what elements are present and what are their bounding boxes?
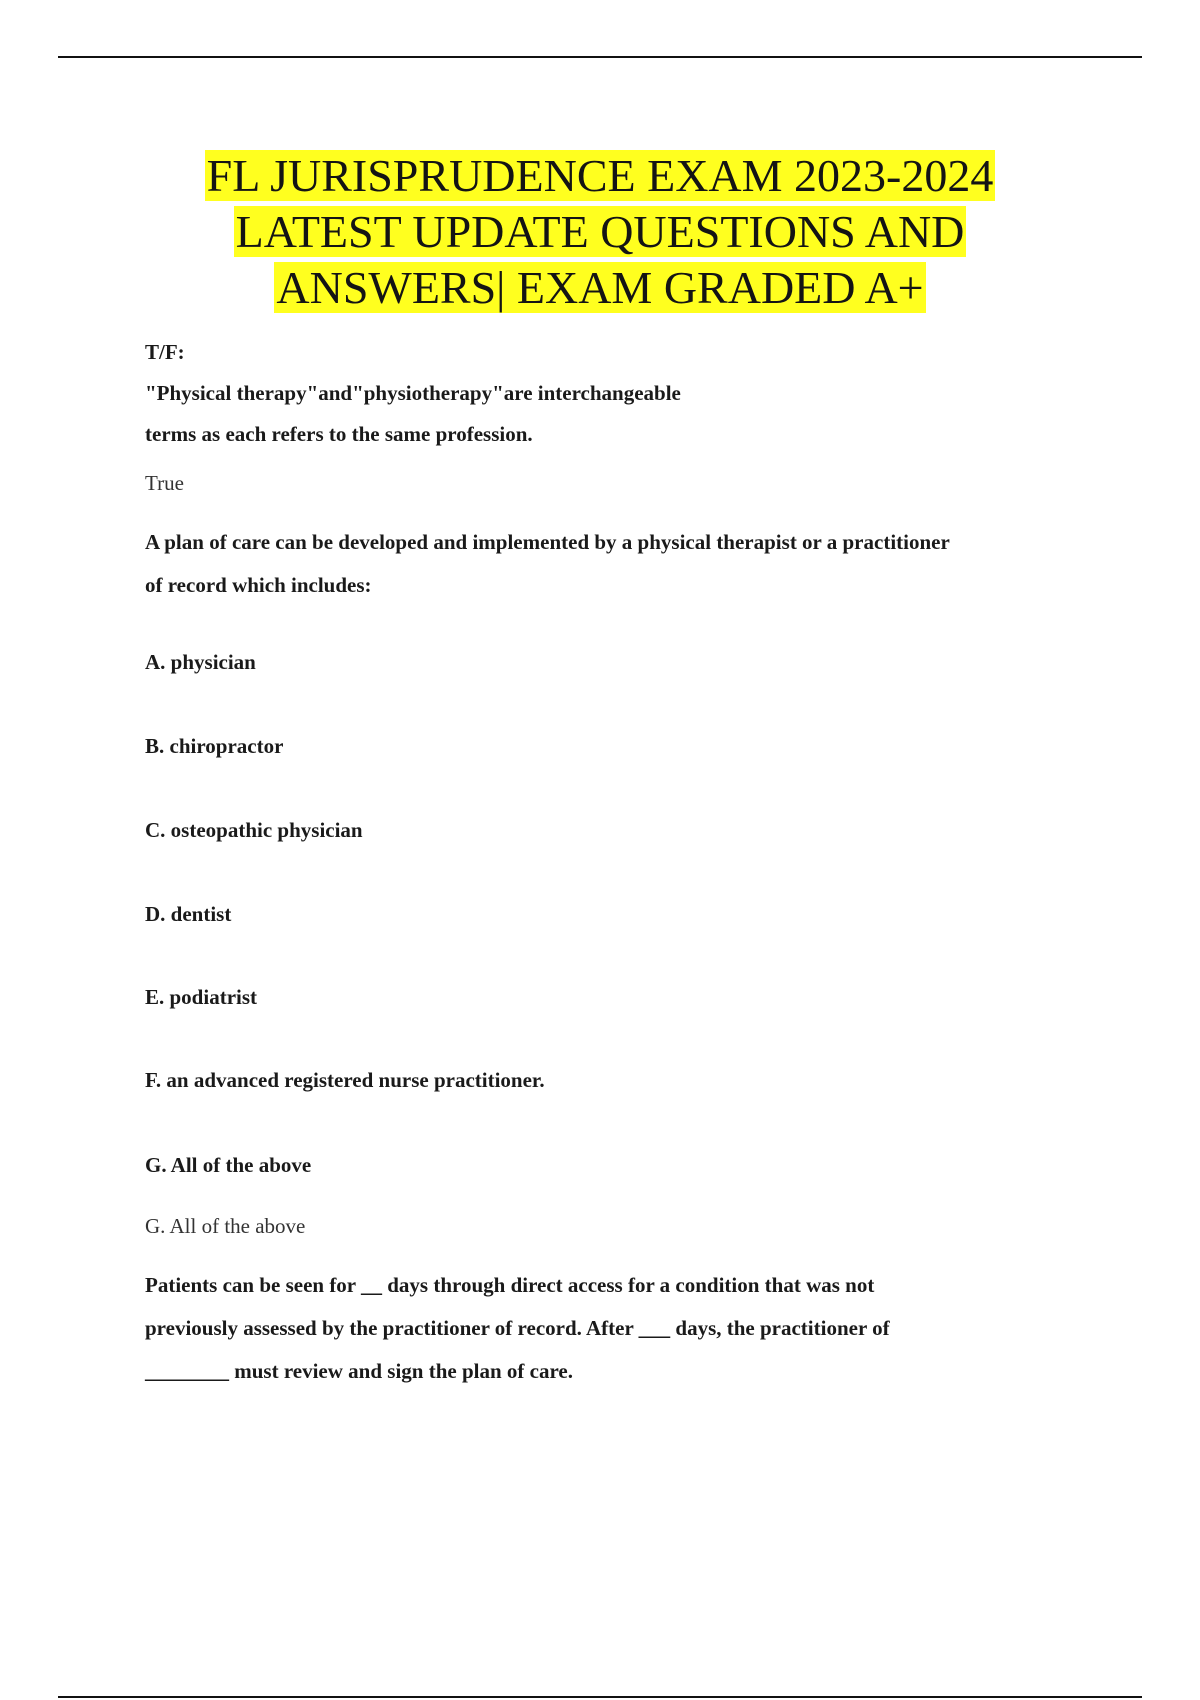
question-2 (145, 521, 1085, 607)
answer-2 (145, 1211, 1085, 1241)
question-1 (145, 332, 1085, 455)
question-2-line-1: A plan of care can be developed and implemented by a physical therapist or a practitioner (145, 530, 950, 554)
option-c: C. osteopathic physician (145, 818, 363, 842)
question-1-line-2: "Physical therapy"and"physiotherapy"are interchangeable (145, 381, 681, 405)
question-3-line-3: ________ must review and sign the plan of care. (145, 1359, 573, 1383)
question-3-line-2: previously assessed by the practitioner of record. After ___ days, the practitioner of (145, 1316, 890, 1340)
footer-rule (58, 1696, 1142, 1698)
option-f: F. an advanced registered nurse practitioner. (145, 1068, 545, 1092)
answer-2-text: G. All of the above (145, 1214, 306, 1238)
option-a: A. physician (145, 650, 256, 674)
question-3 (145, 1264, 1085, 1393)
document-title (0, 148, 1200, 316)
option-g: G. All of the above (145, 1153, 312, 1177)
answer-1 (145, 468, 1085, 498)
option-b: B. chiropractor (145, 734, 284, 758)
title-line-2: LATEST UPDATE QUESTIONS AND (235, 206, 965, 257)
option-e: E. podiatrist (145, 985, 258, 1009)
option-d: D. dentist (145, 902, 232, 926)
question-2-line-2: of record which includes: (145, 573, 372, 597)
question-1-line-1: T/F: (145, 340, 185, 364)
question-1-line-3: terms as each refers to the same profession. (145, 422, 533, 446)
question-3-line-1: Patients can be seen for __ days through direct access for a condition that was not (145, 1273, 875, 1297)
answer-1-text: True (145, 471, 184, 495)
title-line-1: FL JURISPRUDENCE EXAM 2023-2024 (206, 150, 994, 201)
header-rule (58, 56, 1142, 58)
title-line-3: ANSWERS| EXAM GRADED A+ (276, 262, 924, 313)
